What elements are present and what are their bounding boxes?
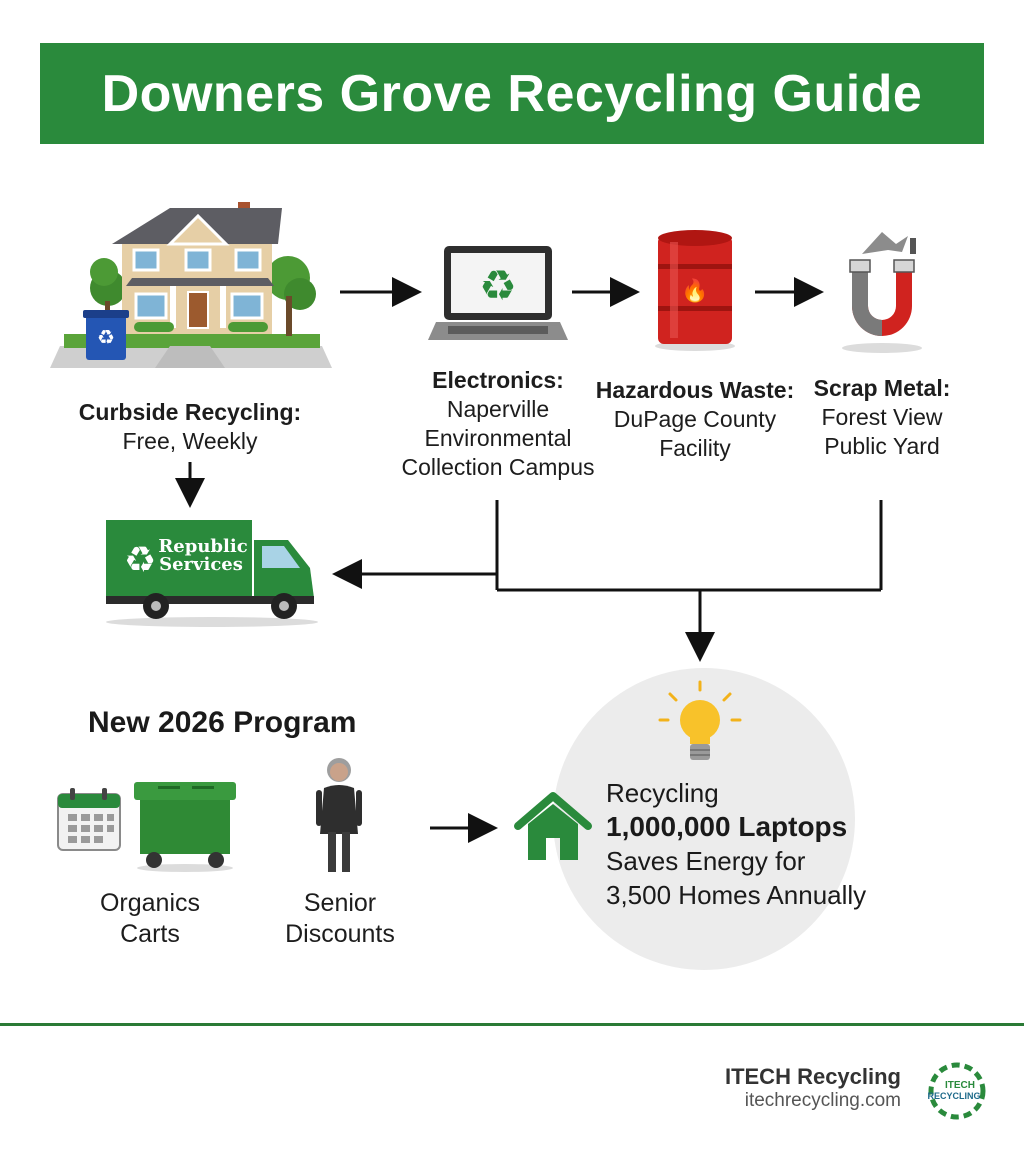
svg-text:RECYCLING: RECYCLING xyxy=(927,1091,981,1101)
svg-text:♻: ♻ xyxy=(123,540,157,581)
curbside-label xyxy=(40,398,340,456)
hazardous-barrel-icon xyxy=(652,228,738,352)
electronics-label xyxy=(388,366,608,482)
scrap-magnet-icon xyxy=(838,228,926,354)
svg-text:ITECH: ITECH xyxy=(945,1080,975,1091)
footer-divider xyxy=(0,1023,1024,1026)
curbside-detail: Free, Weekly xyxy=(122,428,258,454)
svg-text:♻: ♻ xyxy=(97,325,115,349)
senior-person-icon xyxy=(312,756,366,878)
senior-line-1: Senior xyxy=(303,889,377,917)
svg-text:♻: ♻ xyxy=(479,261,517,310)
page-title: Downers Grove Recycling Guide xyxy=(101,64,923,123)
laptop-recycle-icon xyxy=(428,244,568,344)
scrap-line-1: Forest View xyxy=(821,404,943,430)
stat-line-1: Recycling xyxy=(606,778,719,808)
electronics-line-1: Naperville xyxy=(446,396,550,422)
stat-text xyxy=(606,776,866,912)
electronics-line-2: Environmental xyxy=(424,425,572,451)
calendar-icon xyxy=(56,786,122,852)
house-icon xyxy=(50,196,332,374)
senior-label xyxy=(262,888,418,950)
stat-line-3: Saves Energy for xyxy=(606,846,806,876)
brand-name: ITECH Recycling xyxy=(724,1064,901,1089)
footer-brand xyxy=(725,1064,901,1112)
scrap-label xyxy=(800,374,964,461)
stat-line-4: 3,500 Homes Annually xyxy=(606,880,867,910)
brand-url[interactable]: itechrecycling.com xyxy=(744,1090,901,1111)
hazardous-line-2: Facility xyxy=(659,435,731,461)
senior-line-2: Discounts xyxy=(285,920,395,948)
hazardous-label xyxy=(588,376,802,463)
stat-line-2: 1,000,000 Laptops xyxy=(606,811,848,842)
truck-line-2: Services xyxy=(159,554,243,575)
title-banner xyxy=(40,43,984,144)
electronics-title: Electronics: xyxy=(432,367,564,393)
scrap-line-2: Public Yard xyxy=(824,433,940,459)
hazardous-title: Hazardous Waste: xyxy=(595,377,795,403)
svg-text:🔥: 🔥 xyxy=(681,279,709,304)
truck-line-1: Republic xyxy=(158,536,248,557)
republic-services-truck-icon xyxy=(104,516,320,628)
organics-cart-icon xyxy=(132,778,238,874)
electronics-line-3: Collection Campus xyxy=(401,454,595,480)
home-icon xyxy=(514,792,592,862)
scrap-title: Scrap Metal: xyxy=(813,375,951,401)
organics-line-2: Carts xyxy=(120,920,180,948)
lightbulb-icon xyxy=(658,680,742,766)
curbside-title: Curbside Recycling: xyxy=(78,399,302,425)
organics-line-1: Organics xyxy=(99,889,201,917)
hazardous-line-1: DuPage County xyxy=(613,406,777,432)
itech-logo-icon xyxy=(918,1060,996,1122)
organics-label xyxy=(70,888,230,950)
program-title: New 2026 Program xyxy=(88,706,357,739)
